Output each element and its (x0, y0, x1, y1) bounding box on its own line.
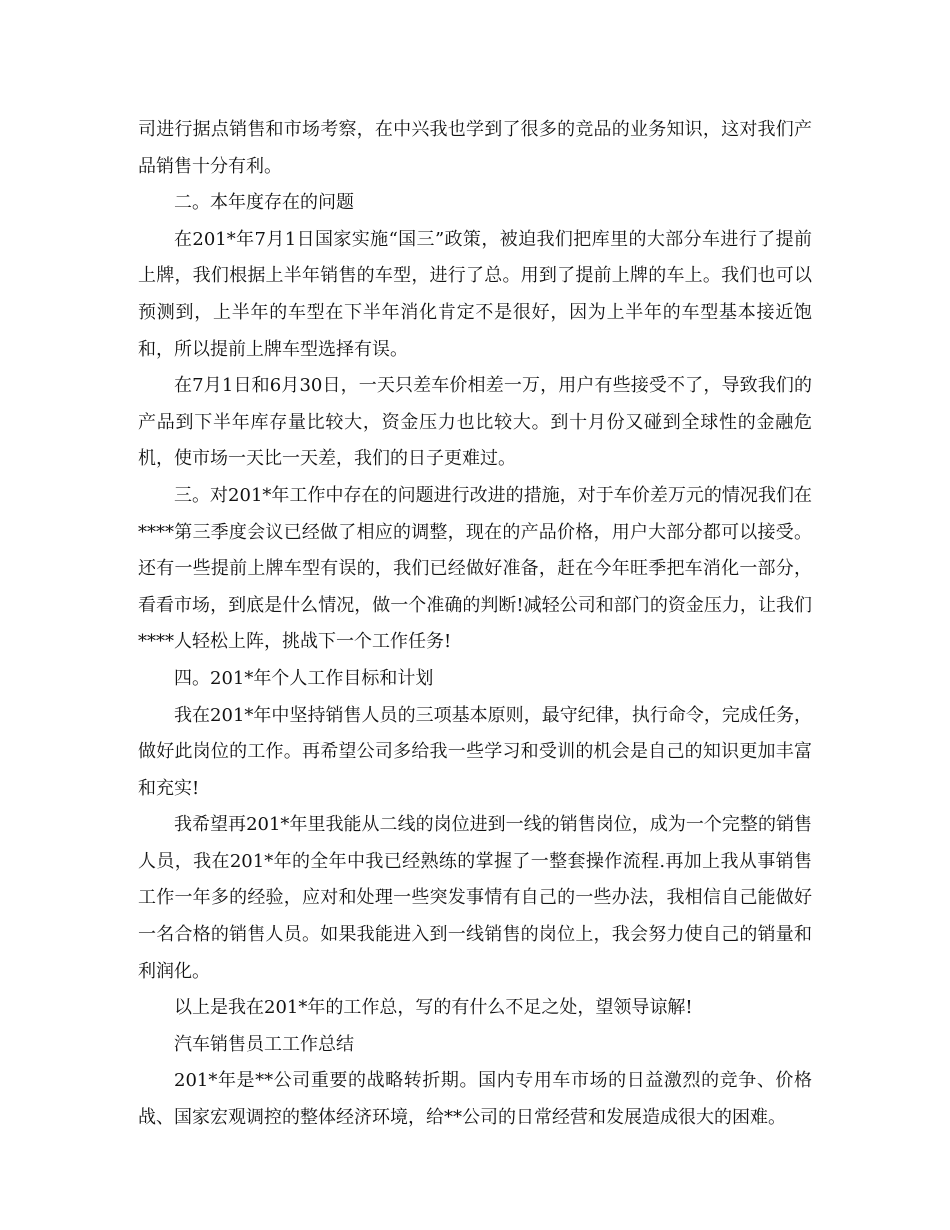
section-heading-problems: 二。本年度存在的问题 (174, 192, 354, 214)
paragraph-price-gap: 在7月1日和6月30日，一天只差车价相差一万，用户有些接受不了，导致我们的产品到下半年库存量比较大，资金压力也比较大。到十月份又碰到全球性的金融危机，使市场一天比一天差，我们的日子更难过。 (138, 375, 812, 470)
section-heading-goals: 四。201*年个人工作目标和计划 (174, 667, 434, 689)
paragraph-hopes: 我希望再201*年里我能从二线的岗位进到一线的销售岗位，成为一个完整的销售人员，我在201*年的全年中我已经熟练的掌握了一整套操作流程.再加上我从事销售工作一年多的经验，应对和处理一些突发事情有自己的一些办法，我相信自己能做好一名合格的销售人员。如果我能进入到一线销售的岗位上，我会努力使自己的销量和利润化。 (138, 814, 812, 982)
paragraph-policy: 在201*年7月1日国家实施“国三”政策，被迫我们把库里的大部分车进行了提前上牌，我们根据上半年销售的车型，进行了总。用到了提前上牌的车上。我们也可以预测到，上半年的车型在下半年消化肯定不是很好，因为上半年的车型基本接近饱和，所以提前上牌车型选择有误。 (138, 228, 812, 360)
section-heading-improvements: 三。对201*年工作中存在的问题进行改进的措施，对于车价差万元的情况我们在****第三季度会议已经做了相应的调整，现在的产品价格，用户大部分都可以接受。还有一些提前上牌车型有误的，我们已经做好准备，赶在今年旺季把车消化一部分，看看市场，到底是什么情况，做一个准确的判断!减轻公司和部门的资金压力，让我们****人轻松上阵，挑战下一个工作任务! (138, 484, 812, 653)
paragraph-closing: 以上是我在201*年的工作总，写的有什么不足之处，望领导谅解! (174, 997, 693, 1019)
paragraph-principles: 我在201*年中坚持销售人员的三项基本原则，最守纪律，执行命令，完成任务，做好此岗位的工作。再希望公司多给我一些学习和受训的机会是自己的知识更加丰富和充实! (138, 704, 812, 799)
document-body (138, 112, 812, 1137)
document-subtitle: 汽车销售员工工作总结 (174, 1033, 354, 1055)
paragraph-continuation: 司进行据点销售和市场考察，在中兴我也学到了很多的竞品的业务知识，这对我们产品销售十分有利。 (138, 119, 812, 177)
paragraph-strategy: 201*年是**公司重要的战略转折期。国内专用车市场的日益激烈的竞争、价格战、国家宏观调控的整体经济环境，给**公司的日常经营和发展造成很大的困难。 (138, 1070, 812, 1129)
